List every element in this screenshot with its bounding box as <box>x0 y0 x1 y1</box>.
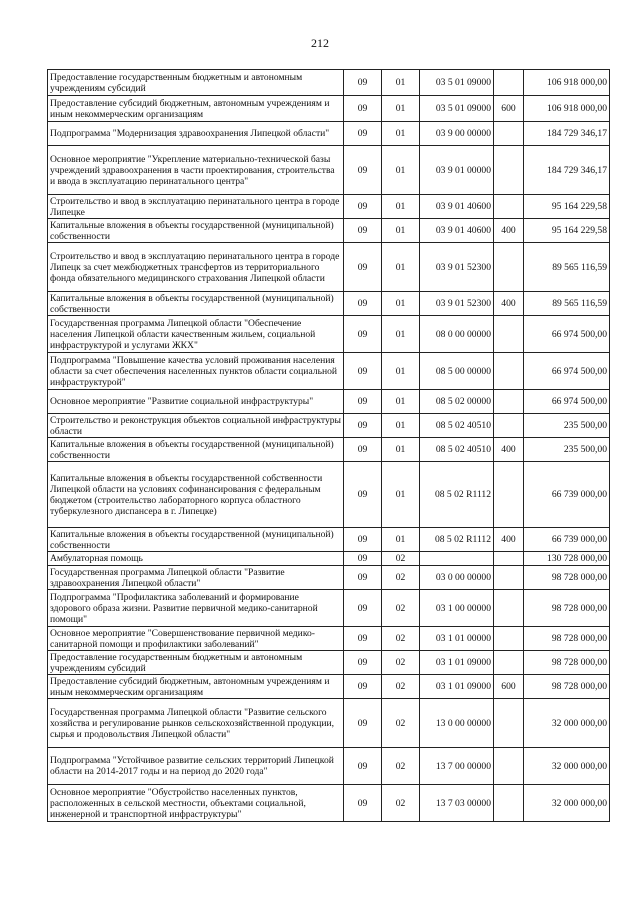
cell-subsection: 01 <box>382 219 420 243</box>
cell-subsection: 01 <box>382 528 420 552</box>
cell-expense-type: 400 <box>494 438 524 462</box>
budget-table-body <box>48 70 610 822</box>
cell-name: Подпрограмма "Устойчивое развитие сельских территорий Липецкой области на 2014-2017 годы и на период до 2020 года" <box>48 748 344 785</box>
cell-name: Строительство и ввод в эксплуатацию перинатального центра в городе Липецке <box>48 195 344 219</box>
table-row <box>48 390 610 414</box>
cell-amount: 106 918 000,00 <box>524 70 610 96</box>
cell-expense-type <box>494 70 524 96</box>
cell-subsection: 01 <box>382 243 420 292</box>
cell-section: 09 <box>344 122 382 146</box>
cell-expense-type <box>494 353 524 390</box>
cell-name: Предоставление государственным бюджетным и автономным учреждениям субсидий <box>48 651 344 675</box>
cell-subsection: 01 <box>382 316 420 353</box>
table-row <box>48 353 610 390</box>
cell-amount: 98 728 000,00 <box>524 651 610 675</box>
cell-section: 09 <box>344 146 382 195</box>
cell-subsection: 01 <box>382 438 420 462</box>
table-row <box>48 566 610 590</box>
cell-amount: 32 000 000,00 <box>524 785 610 822</box>
cell-expense-type: 400 <box>494 219 524 243</box>
cell-name: Основное мероприятие "Развитие социальной инфраструктуры" <box>48 390 344 414</box>
cell-section: 09 <box>344 243 382 292</box>
cell-section: 09 <box>344 70 382 96</box>
cell-target-article: 03 9 01 00000 <box>420 146 494 195</box>
cell-name: Капитальные вложения в объекты государственной (муниципальной) собственности <box>48 438 344 462</box>
cell-expense-type <box>494 414 524 438</box>
cell-amount: 66 974 500,00 <box>524 390 610 414</box>
cell-target-article: 08 5 02 40510 <box>420 438 494 462</box>
cell-name: Амбулаторная помощь <box>48 552 344 566</box>
cell-section: 09 <box>344 316 382 353</box>
cell-name: Капитальные вложения в объекты государственной собственности Липецкой области на условиях софинансирования с федеральным бюджетом (строительство лабораторного корпуса областного туберкулезного диспансера в г. Липецке) <box>48 462 344 528</box>
cell-subsection: 02 <box>382 651 420 675</box>
table-row <box>48 785 610 822</box>
cell-target-article: 03 9 01 40600 <box>420 195 494 219</box>
cell-expense-type: 600 <box>494 675 524 699</box>
cell-subsection: 02 <box>382 627 420 651</box>
cell-name: Строительство и ввод в эксплуатацию перинатального центра в городе Липецк за счет межбюджетных трансфертов из территориального фонда обязательного медицинского страхования Липецкой области <box>48 243 344 292</box>
cell-target-article: 03 1 00 00000 <box>420 590 494 627</box>
cell-subsection: 02 <box>382 552 420 566</box>
cell-name: Строительство и реконструкция объектов социальной инфраструктуры области <box>48 414 344 438</box>
cell-subsection: 02 <box>382 748 420 785</box>
cell-name: Предоставление субсидий бюджетным, автономным учреждениям и иным некоммерческим организациям <box>48 96 344 122</box>
page-number: 212 <box>311 36 329 50</box>
cell-amount: 235 500,00 <box>524 438 610 462</box>
cell-amount: 66 974 500,00 <box>524 316 610 353</box>
table-row <box>48 96 610 122</box>
cell-name: Капитальные вложения в объекты государственной (муниципальной) собственности <box>48 528 344 552</box>
cell-amount: 184 729 346,17 <box>524 122 610 146</box>
cell-expense-type <box>494 590 524 627</box>
cell-target-article: 03 1 01 09000 <box>420 675 494 699</box>
table-row <box>48 699 610 748</box>
table-row <box>48 748 610 785</box>
cell-target-article: 08 5 02 00000 <box>420 390 494 414</box>
cell-section: 09 <box>344 748 382 785</box>
cell-name: Предоставление государственным бюджетным и автономным учреждениям субсидий <box>48 70 344 96</box>
cell-amount: 106 918 000,00 <box>524 96 610 122</box>
table-row <box>48 627 610 651</box>
cell-amount: 184 729 346,17 <box>524 146 610 195</box>
cell-target-article: 13 7 03 00000 <box>420 785 494 822</box>
table-row <box>48 414 610 438</box>
cell-target-article <box>420 552 494 566</box>
cell-subsection: 01 <box>382 195 420 219</box>
cell-name: Предоставление субсидий бюджетным, автономным учреждениям и иным некоммерческим организациям <box>48 675 344 699</box>
cell-section: 09 <box>344 590 382 627</box>
cell-name: Подпрограмма "Профилактика заболеваний и формирование здорового образа жизни. Развитие первичной медико-санитарной помощи" <box>48 590 344 627</box>
cell-target-article: 03 1 01 09000 <box>420 651 494 675</box>
cell-amount: 95 164 229,58 <box>524 219 610 243</box>
cell-expense-type <box>494 627 524 651</box>
cell-subsection: 02 <box>382 566 420 590</box>
table-row <box>48 462 610 528</box>
cell-section: 09 <box>344 651 382 675</box>
cell-target-article: 03 5 01 09000 <box>420 96 494 122</box>
cell-subsection: 02 <box>382 699 420 748</box>
cell-expense-type <box>494 651 524 675</box>
table-row <box>48 219 610 243</box>
cell-amount: 66 739 000,00 <box>524 528 610 552</box>
cell-section: 09 <box>344 414 382 438</box>
cell-target-article: 03 9 01 40600 <box>420 219 494 243</box>
budget-table <box>47 69 610 822</box>
cell-subsection: 01 <box>382 353 420 390</box>
cell-expense-type: 400 <box>494 528 524 552</box>
cell-expense-type <box>494 316 524 353</box>
cell-expense-type <box>494 462 524 528</box>
cell-name: Капитальные вложения в объекты государственной (муниципальной) собственности <box>48 292 344 316</box>
cell-amount: 89 565 116,59 <box>524 292 610 316</box>
cell-target-article: 08 0 00 00000 <box>420 316 494 353</box>
table-row <box>48 195 610 219</box>
cell-section: 09 <box>344 627 382 651</box>
table-row <box>48 528 610 552</box>
cell-section: 09 <box>344 566 382 590</box>
table-row <box>48 675 610 699</box>
cell-expense-type <box>494 195 524 219</box>
cell-subsection: 01 <box>382 462 420 528</box>
cell-subsection: 01 <box>382 390 420 414</box>
cell-section: 09 <box>344 785 382 822</box>
cell-subsection: 02 <box>382 590 420 627</box>
cell-subsection: 01 <box>382 96 420 122</box>
table-row <box>48 651 610 675</box>
cell-section: 09 <box>344 96 382 122</box>
table-row <box>48 146 610 195</box>
cell-amount: 66 974 500,00 <box>524 353 610 390</box>
table-row <box>48 70 610 96</box>
cell-expense-type <box>494 785 524 822</box>
cell-target-article: 03 9 01 52300 <box>420 292 494 316</box>
table-row <box>48 438 610 462</box>
cell-expense-type <box>494 122 524 146</box>
cell-target-article: 08 5 02 R1112 <box>420 528 494 552</box>
cell-subsection: 01 <box>382 292 420 316</box>
cell-amount: 98 728 000,00 <box>524 675 610 699</box>
cell-target-article: 03 1 01 00000 <box>420 627 494 651</box>
cell-amount: 32 000 000,00 <box>524 699 610 748</box>
cell-amount: 32 000 000,00 <box>524 748 610 785</box>
cell-amount: 98 728 000,00 <box>524 590 610 627</box>
cell-expense-type <box>494 566 524 590</box>
cell-section: 09 <box>344 390 382 414</box>
cell-section: 09 <box>344 699 382 748</box>
table-row <box>48 590 610 627</box>
cell-amount: 98 728 000,00 <box>524 566 610 590</box>
cell-target-article: 08 5 00 00000 <box>420 353 494 390</box>
cell-name: Государственная программа Липецкой области "Развитие сельского хозяйства и регулирование рынков сельскохозяйственной продукции, сырья и продовольствия Липецкой области" <box>48 699 344 748</box>
cell-amount: 95 164 229,58 <box>524 195 610 219</box>
cell-section: 09 <box>344 292 382 316</box>
cell-target-article: 13 0 00 00000 <box>420 699 494 748</box>
cell-name: Подпрограмма "Повышение качества условий проживания населения области за счет обеспечения населенных пунктов области социальной инфраструктурой" <box>48 353 344 390</box>
cell-name: Основное мероприятие "Совершенствование первичной медико-санитарной помощи и профилактики заболеваний" <box>48 627 344 651</box>
cell-name: Государственная программа Липецкой области "Развитие здравоохранения Липецкой области" <box>48 566 344 590</box>
cell-amount: 98 728 000,00 <box>524 627 610 651</box>
cell-target-article: 03 9 01 52300 <box>420 243 494 292</box>
cell-section: 09 <box>344 353 382 390</box>
cell-subsection: 01 <box>382 146 420 195</box>
table-row <box>48 552 610 566</box>
cell-section: 09 <box>344 438 382 462</box>
cell-subsection: 01 <box>382 70 420 96</box>
cell-subsection: 02 <box>382 785 420 822</box>
cell-section: 09 <box>344 195 382 219</box>
cell-target-article: 08 5 02 40510 <box>420 414 494 438</box>
cell-section: 09 <box>344 552 382 566</box>
cell-expense-type: 400 <box>494 292 524 316</box>
cell-amount: 235 500,00 <box>524 414 610 438</box>
cell-expense-type <box>494 390 524 414</box>
cell-subsection: 02 <box>382 675 420 699</box>
cell-target-article: 08 5 02 R1112 <box>420 462 494 528</box>
cell-expense-type <box>494 748 524 785</box>
cell-subsection: 01 <box>382 414 420 438</box>
cell-section: 09 <box>344 219 382 243</box>
cell-expense-type <box>494 699 524 748</box>
cell-expense-type <box>494 243 524 292</box>
cell-section: 09 <box>344 462 382 528</box>
cell-amount: 89 565 116,59 <box>524 243 610 292</box>
cell-subsection: 01 <box>382 122 420 146</box>
cell-name: Государственная программа Липецкой области "Обеспечение населения Липецкой области качественным жильем, социальной инфраструктурой и услугами ЖКХ" <box>48 316 344 353</box>
table-row <box>48 122 610 146</box>
table-row <box>48 243 610 292</box>
table-row <box>48 292 610 316</box>
cell-name: Основное мероприятие "Обустройство населенных пунктов, расположенных в сельской местности, объектами социальной, инженерной и транспортной инфраструктуры" <box>48 785 344 822</box>
cell-expense-type <box>494 552 524 566</box>
cell-target-article: 13 7 00 00000 <box>420 748 494 785</box>
cell-expense-type <box>494 146 524 195</box>
cell-amount: 130 728 000,00 <box>524 552 610 566</box>
cell-section: 09 <box>344 528 382 552</box>
cell-amount: 66 739 000,00 <box>524 462 610 528</box>
table-row <box>48 316 610 353</box>
cell-name: Капитальные вложения в объекты государственной (муниципальной) собственности <box>48 219 344 243</box>
cell-target-article: 03 9 00 00000 <box>420 122 494 146</box>
cell-target-article: 03 0 00 00000 <box>420 566 494 590</box>
cell-name: Основное мероприятие "Укрепление материально-технической базы учреждений здравоохранения в части проектирования, строительства и ввода в эксплуатацию перинатального центра" <box>48 146 344 195</box>
cell-expense-type: 600 <box>494 96 524 122</box>
cell-section: 09 <box>344 675 382 699</box>
cell-target-article: 03 5 01 09000 <box>420 70 494 96</box>
cell-name: Подпрограмма "Модернизация здравоохранения Липецкой области" <box>48 122 344 146</box>
